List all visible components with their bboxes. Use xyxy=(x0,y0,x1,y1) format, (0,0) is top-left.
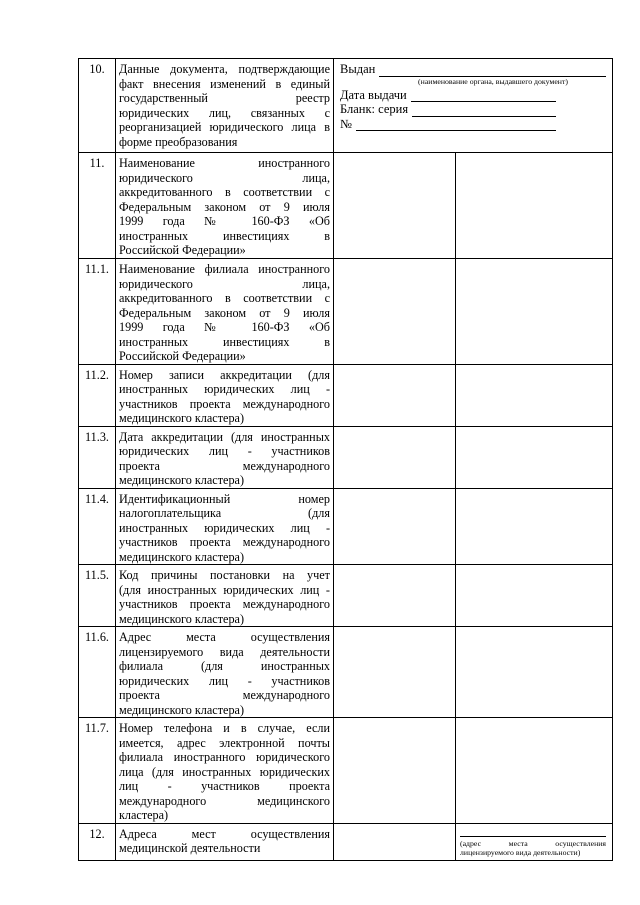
value-cell[interactable] xyxy=(334,565,456,627)
value-cell[interactable] xyxy=(334,153,456,259)
value-cell[interactable] xyxy=(334,823,456,860)
issued-line xyxy=(340,62,606,77)
label-line: аккредитованного в соответствии с xyxy=(119,185,330,199)
note-cell[interactable] xyxy=(456,718,613,824)
label-line: иностранных юридических лиц - xyxy=(119,382,330,396)
form-row-11-5 xyxy=(79,565,613,627)
issue-date-field[interactable] xyxy=(411,90,556,102)
value-cell[interactable] xyxy=(334,364,456,426)
form-row-12 xyxy=(79,823,613,860)
label-line: медицинского кластера) xyxy=(119,473,245,487)
label-line: кластера) xyxy=(119,808,169,822)
number-line xyxy=(340,117,606,132)
label-line: медицинского кластера) xyxy=(119,549,245,564)
label-line: Российской Федерации» xyxy=(119,349,246,363)
row-label xyxy=(116,426,334,488)
row-label xyxy=(116,823,334,860)
label-line: 1999 года № 160-ФЗ «Об xyxy=(119,214,330,228)
label-line: участников проекта международного xyxy=(119,535,330,549)
issued-field[interactable] xyxy=(379,65,606,77)
row-label xyxy=(116,153,334,259)
label-line: 1999 года № 160-ФЗ «Об xyxy=(119,320,330,334)
label-line: юридического лица, xyxy=(119,170,330,185)
label-line: аккредитованного в соответствии с xyxy=(119,291,330,305)
form-row-11 xyxy=(79,153,613,259)
label-line: Идентификационный номер xyxy=(119,491,330,506)
label-line: юридических лиц, связанных с xyxy=(119,105,330,120)
label-line: Наименование филиала иностранного xyxy=(119,262,330,276)
label-line: Федеральным законом от 9 июля xyxy=(119,305,330,320)
label-line: проекта международного xyxy=(119,688,330,702)
label-line: проекта международного xyxy=(119,458,330,473)
label-line: медицинского кластера) xyxy=(119,411,245,425)
label-line: Наименование иностранного xyxy=(119,156,330,170)
number-field[interactable] xyxy=(356,119,556,131)
label-line: факт внесения изменений в единый xyxy=(119,76,330,91)
license-form-table xyxy=(78,58,613,861)
address-underline xyxy=(460,836,606,837)
label-line: юридических лиц - участников xyxy=(119,444,330,458)
row-number: 11.4. xyxy=(79,488,116,565)
label-line: филиала (для иностранных xyxy=(119,659,330,673)
issued-label: Выдан xyxy=(340,62,376,76)
form-row-11-2 xyxy=(79,364,613,426)
row-label xyxy=(116,59,334,153)
row-label xyxy=(116,627,334,718)
row-label xyxy=(116,364,334,426)
row-number: 11.7. xyxy=(79,718,116,824)
label-line: юридических лиц - участников xyxy=(119,673,330,688)
value-cell[interactable] xyxy=(334,488,456,565)
value-cell[interactable] xyxy=(334,627,456,718)
row-number: 12. xyxy=(79,823,116,860)
note-cell[interactable] xyxy=(456,364,613,426)
row-number: 11.2. xyxy=(79,364,116,426)
label-line: участников проекта международного xyxy=(119,396,330,411)
label-line: лиц - участников проекта xyxy=(119,779,330,793)
label-line: лицензируемого вида деятельности xyxy=(119,644,330,659)
note-cell[interactable] xyxy=(456,153,613,259)
label-line: международного медицинского xyxy=(119,793,330,808)
issue-date-label: Дата выдачи xyxy=(340,87,407,102)
label-line: медицинского кластера) xyxy=(119,611,245,626)
form-row-10 xyxy=(79,59,613,153)
form-series-line xyxy=(340,102,606,117)
label-line: Дата аккредитации (для иностранных xyxy=(119,429,330,444)
label-line: Номер телефона и в случае, если xyxy=(119,721,330,735)
note-cell[interactable] xyxy=(456,627,613,718)
form-row-11-6 xyxy=(79,627,613,718)
label-line: иностранных инвестициях в xyxy=(119,228,330,243)
document-details-cell xyxy=(334,59,613,153)
row-number: 11.1. xyxy=(79,259,116,365)
label-line: форме преобразования xyxy=(119,134,238,149)
value-cell[interactable] xyxy=(334,259,456,365)
note-cell[interactable] xyxy=(456,259,613,365)
form-row-11-1 xyxy=(79,259,613,365)
form-row-11-4 xyxy=(79,488,613,565)
form-row-11-3 xyxy=(79,426,613,488)
label-line: лица (для иностранных юридических xyxy=(119,764,330,779)
note-cell[interactable] xyxy=(456,565,613,627)
label-line: имеется, адрес электронной почты xyxy=(119,735,330,750)
label-line: филиала иностранного юридического xyxy=(119,750,330,764)
label-line: государственный реестр xyxy=(119,91,330,105)
row-number: 11.6. xyxy=(79,627,116,718)
label-line: (для иностранных юридических лиц - xyxy=(119,582,330,597)
label-line: иностранных юридических лиц - xyxy=(119,520,330,535)
row-label xyxy=(116,259,334,365)
row-label xyxy=(116,488,334,565)
label-line: юридического лица, xyxy=(119,276,330,291)
form-row-11-7 xyxy=(79,718,613,824)
row-label xyxy=(116,565,334,627)
label-line: медицинского кластера) xyxy=(119,702,245,717)
label-line: иностранных инвестициях в xyxy=(119,334,330,349)
note-cell[interactable] xyxy=(456,488,613,565)
label-line: Российской Федерации» xyxy=(119,243,246,257)
form-series-label: Бланк: серия xyxy=(340,102,409,116)
row-number: 10. xyxy=(79,59,116,153)
label-line: Адреса мест осуществления xyxy=(119,826,330,841)
value-cell[interactable] xyxy=(334,426,456,488)
note-cell[interactable] xyxy=(456,426,613,488)
label-line: Данные документа, подтверждающие xyxy=(119,62,330,76)
row-number: 11.5. xyxy=(79,565,116,627)
form-series-field[interactable] xyxy=(412,105,556,117)
number-label: № xyxy=(340,116,352,131)
issued-caption: (наименование органа, выдавшего документ) xyxy=(418,76,568,86)
label-line: Федеральным законом от 9 июля xyxy=(119,199,330,214)
value-cell[interactable] xyxy=(334,718,456,824)
row-number: 11. xyxy=(79,153,116,259)
label-line: Номер записи аккредитации (для xyxy=(119,367,330,382)
row-number: 11.3. xyxy=(79,426,116,488)
label-line: медицинской деятельности xyxy=(119,841,261,855)
address-caption: (адрес места осуществления лицензируемого вида деятельности) xyxy=(460,838,606,857)
issue-date-line xyxy=(340,88,606,103)
row-label xyxy=(116,718,334,824)
address-cell[interactable] xyxy=(456,823,613,860)
label-line: участников проекта международного xyxy=(119,597,330,611)
label-line: Адрес места осуществления xyxy=(119,630,330,644)
label-line: налогоплательщика (для xyxy=(119,506,330,520)
label-line: реорганизацией юридического лица в xyxy=(119,120,330,134)
label-line: Код причины постановки на учет xyxy=(119,568,330,582)
